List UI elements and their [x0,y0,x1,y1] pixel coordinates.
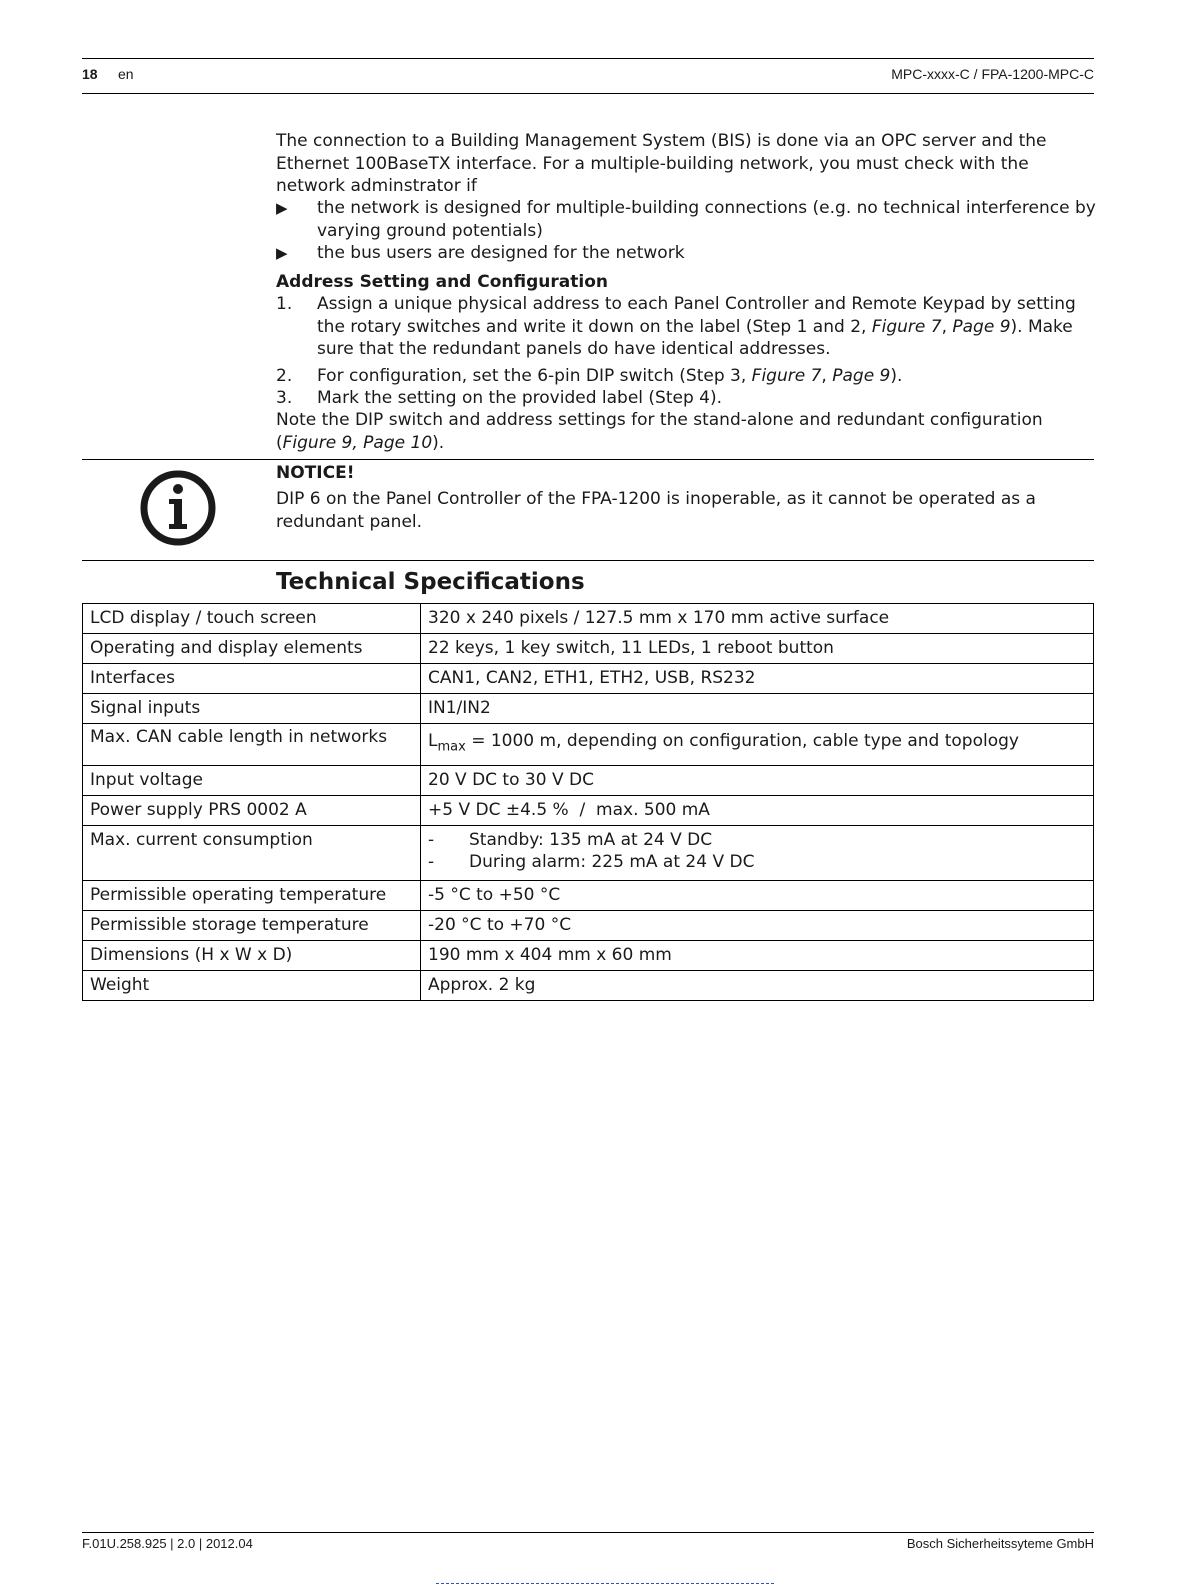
spec-label: Input voltage [83,766,421,796]
table-row [83,634,1094,664]
figure-reference: Figure 9, Page 10 [282,432,433,453]
address-step-list [276,293,1096,410]
table-row [83,911,1094,941]
step-text: Mark the setting on the provided label (Step 4). [317,388,722,408]
specs-heading: Technical Specifications [276,569,585,595]
spec-value: $L_{max} = 1000$ m, depending on configuration, cable type and topology [421,724,1094,766]
table-row [83,941,1094,971]
page-reference: Page 9 [952,316,1011,337]
spec-value: -20 °C to +70 °C [421,911,1094,941]
spec-label: Dimensions (H x W x D) [83,941,421,971]
notice-title: NOTICE! [276,463,355,483]
page-number: 18 [82,66,98,82]
bullet-arrow-icon: ▶ [276,244,288,262]
document-number: F.01U.258.925 | 2.0 | 2012.04 [82,1536,253,1551]
list-item [276,197,1096,242]
step-number: 3. [276,388,293,408]
table-row [83,881,1094,911]
page-footer [82,1532,1094,1552]
list-item: - During alarm: 225 mA at 24 V DC [428,852,755,873]
info-icon [139,469,217,547]
dip-note: Note the DIP switch and address settings for the stand-alone and redundant configuration (Figure 9, Page 10). [276,410,1043,453]
spec-label: Weight [83,971,421,1001]
spec-label: Operating and display elements [83,634,421,664]
spec-value: -5 °C to +50 °C [421,881,1094,911]
bullet-text: the network is designed for multiple-building connections (e.g. no technical interference by varying ground potentials) [317,198,1096,241]
spec-value: +5 V DC ±4.5 % / max. 500 mA [421,796,1094,826]
spec-value: IN1/IN2 [421,694,1094,724]
spec-label: Power supply PRS 0002 A [83,796,421,826]
figure-reference: Figure 7 [751,365,822,386]
table-row [83,826,1094,881]
intro-bullet-list [276,197,1096,265]
spec-label: LCD display / touch screen [83,604,421,634]
specs-table [82,603,1094,1001]
intro-paragraph: The connection to a Building Management System (BIS) is done via an OPC server and the Ethernet 100BaseTX interface. For a multiple-building network, you must check with the network adminstrator if [276,131,1047,196]
page-header [82,58,1094,94]
list-item [276,387,1096,410]
bullet-text: the bus users are designed for the network [317,243,685,263]
spec-label: Permissible storage temperature [83,911,421,941]
list-item [276,293,1096,361]
table-row [83,796,1094,826]
page-divider [436,1583,774,1584]
table-row [83,664,1094,694]
spec-label: Max. CAN cable length in networks [83,724,421,766]
table-row [83,604,1094,634]
list-item [276,242,1096,265]
spec-value: CAN1, CAN2, ETH1, ETH2, USB, RS232 [421,664,1094,694]
list-item [276,365,1096,388]
spec-label: Interfaces [83,664,421,694]
step-text: Assign a unique physical address to each Panel Controller and Remote Keypad by setting the rotary switches and write it down on the label (Step 1 and 2, Figure 7, Page 9). Make sure that the redundant panels do have identical addresses. [317,294,1076,359]
spec-value: 190 mm x 404 mm x 60 mm [421,941,1094,971]
table-row [83,971,1094,1001]
language-code: en [118,66,134,82]
step-text: For configuration, set the 6-pin DIP switch (Step 3, Figure 7, Page 9). [317,365,903,386]
spec-value [421,826,1094,881]
list-item: - Standby: 135 mA at 24 V DC [428,830,713,851]
document-title: MPC-xxxx-C / FPA-1200-MPC-C [891,66,1094,82]
spec-value: Approx. 2 kg [421,971,1094,1001]
notice-text: DIP 6 on the Panel Controller of the FPA-1200 is inoperable, as it cannot be operated as a redundant panel. [276,489,1036,532]
bullet-arrow-icon: ▶ [276,199,288,217]
company-name: Bosch Sicherheitssyteme GmbH [906,1536,1094,1551]
table-row [83,724,1094,766]
step-number: 2. [276,365,293,386]
spec-value: 20 V DC to 30 V DC [421,766,1094,796]
spec-value: 22 keys, 1 key switch, 11 LEDs, 1 reboot button [421,634,1094,664]
spec-label: Permissible operating temperature [83,881,421,911]
page-reference: Page 9 [832,365,891,386]
table-row [83,766,1094,796]
spec-label: Max. current consumption [83,826,421,881]
table-row [83,694,1094,724]
spec-value: 320 x 240 pixels / 127.5 mm x 170 mm active surface [421,604,1094,634]
step-number: 1. [276,294,293,314]
figure-reference: Figure 7 [871,316,942,337]
section-subheading: Address Setting and Configuration [276,272,608,292]
spec-label: Signal inputs [83,694,421,724]
